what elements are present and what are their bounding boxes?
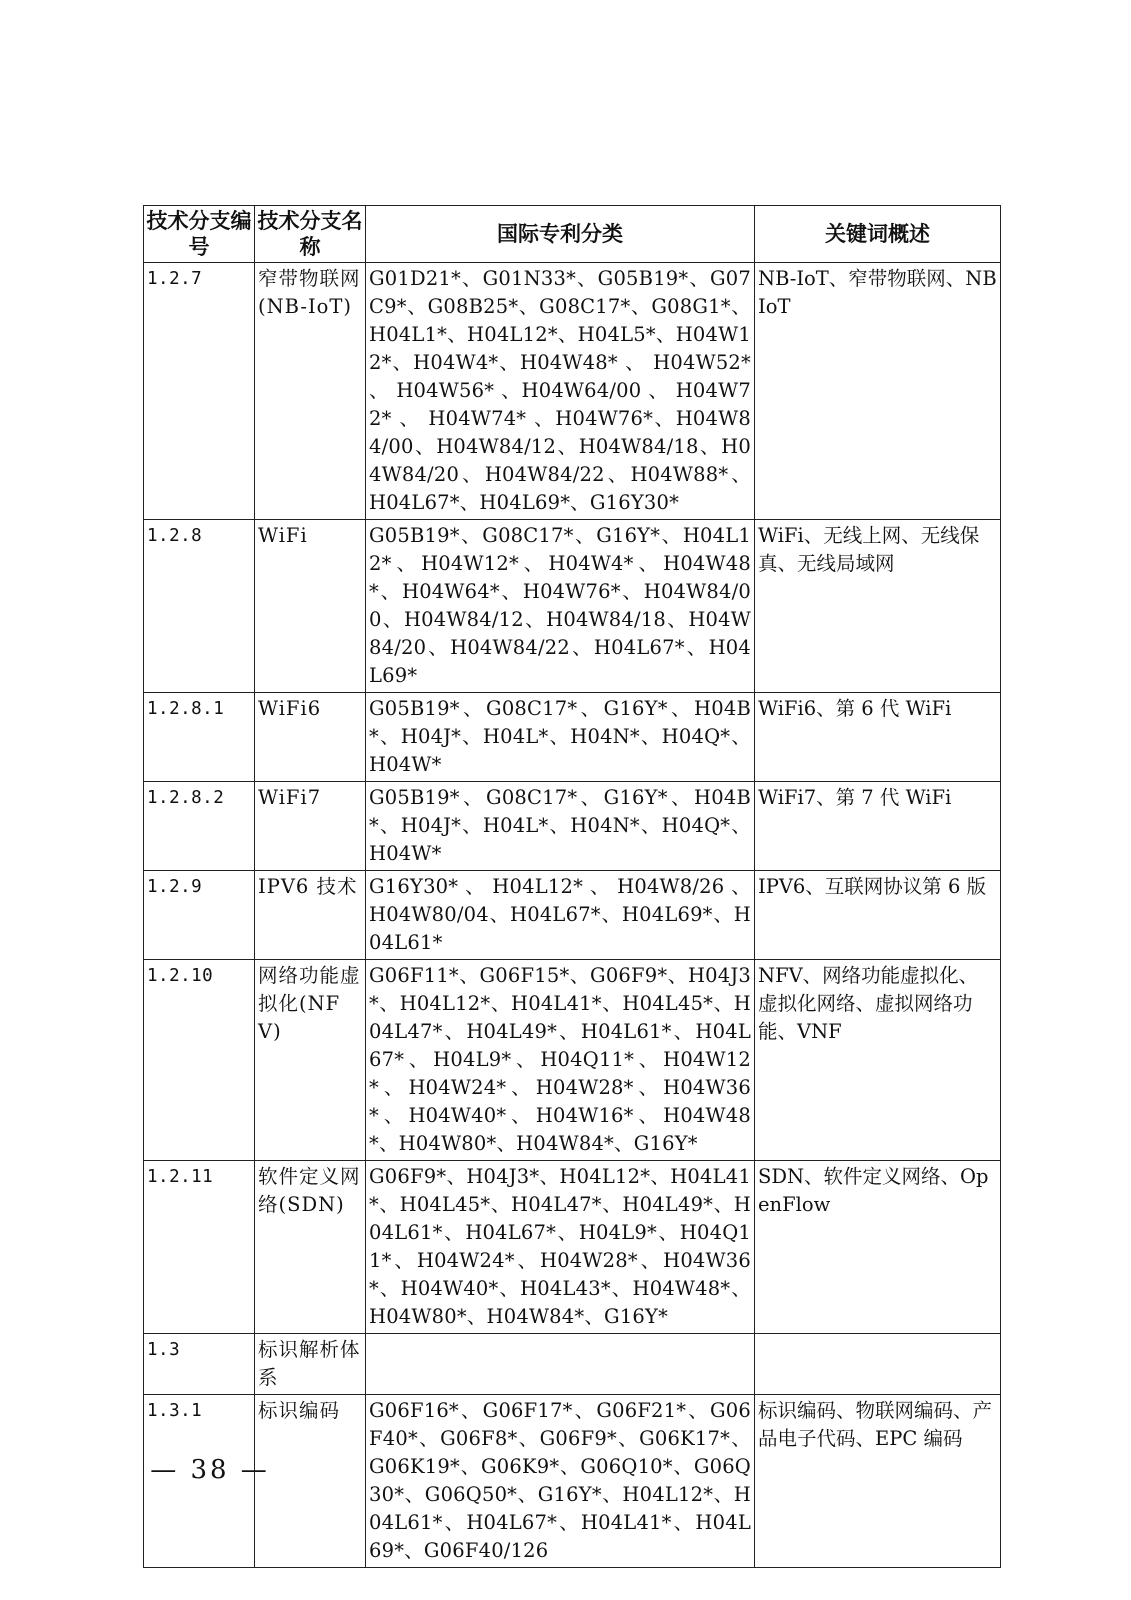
branch-code: 1.3.1 bbox=[144, 1395, 255, 1568]
branch-name: 软件定义网络(SDN) bbox=[255, 1161, 366, 1334]
table-row bbox=[144, 871, 1001, 960]
ipc-codes: G06F16*、G06F17*、G06F21*、G06F40*、G06F8*、G06F9*、G06K17*、G06K19*、G06K9*、G06Q10*、G06Q30*、G06Q50*、G16Y*、H04L12*、H04L61*、H04L67*、H04L41*、H04L69*、G06F40/126 bbox=[366, 1395, 755, 1568]
header-branch-name: 技术分支名称 bbox=[255, 206, 366, 263]
table-row bbox=[144, 782, 1001, 871]
ipc-codes: G05B19*、G08C17*、G16Y*、H04B*、H04J*、H04L*、H04N*、H04Q*、H04W* bbox=[366, 693, 755, 782]
ipc-codes: G05B19*、G08C17*、G16Y*、H04B*、H04J*、H04L*、H04N*、H04Q*、H04W* bbox=[366, 782, 755, 871]
keywords bbox=[755, 1334, 1001, 1395]
branch-code: 1.2.10 bbox=[144, 960, 255, 1161]
branch-code: 1.2.8.1 bbox=[144, 693, 255, 782]
keywords: WiFi6、第 6 代 WiFi bbox=[755, 693, 1001, 782]
branch-name: 标识解析体系 bbox=[255, 1334, 366, 1395]
branch-name: IPV6 技术 bbox=[255, 871, 366, 960]
ipc-codes: G16Y30* 、 H04L12* 、 H04W8/26 、H04W80/04、H04L67*、H04L69*、H04L61* bbox=[366, 871, 755, 960]
ipc-codes: G01D21*、G01N33*、G05B19*、G07C9*、G08B25*、G08C17*、G08G1*、H04L1*、H04L12*、H04L5*、H04W12*、H04W4*、H04W48* 、 H04W52* 、 H04W56* 、H04W64/00 、 H04W72* 、 H04W74* 、H04W76*、H04W84/00、H04W84/12、H04W84/18、H04W84/20、H04W84/22、H04W88*、H04L67*、H04L69*、G16Y30* bbox=[366, 263, 755, 520]
keywords: NFV、网络功能虚拟化、虚拟化网络、虚拟网络功能、VNF bbox=[755, 960, 1001, 1161]
branch-name: 窄带物联网(NB-IoT) bbox=[255, 263, 366, 520]
page-number bbox=[0, 1455, 420, 1485]
branch-code: 1.2.11 bbox=[144, 1161, 255, 1334]
keywords: NB-IoT、窄带物联网、NBIoT bbox=[755, 263, 1001, 520]
branch-code: 1.2.7 bbox=[144, 263, 255, 520]
table-row bbox=[144, 520, 1001, 693]
ipc-codes: G06F11*、G06F15*、G06F9*、H04J3*、H04L12*、H04L41*、H04L45*、H04L47*、H04L49*、H04L61*、H04L67*、H04L9*、H04Q11*、H04W12*、H04W24*、H04W28*、H04W36*、H04W40*、H04W16*、H04W48*、H04W80*、H04W84*、G16Y* bbox=[366, 960, 755, 1161]
keywords: 标识编码、物联网编码、产品电子代码、EPC 编码 bbox=[755, 1395, 1001, 1568]
ipc-codes: G06F9*、H04J3*、H04L12*、H04L41*、H04L45*、H04L47*、H04L49*、H04L61*、H04L67*、H04L9*、H04Q11*、H04W24*、H04W28*、H04W36*、H04W40*、H04L43*、H04W48*、H04W80*、H04W84*、G16Y* bbox=[366, 1161, 755, 1334]
header-branch-code: 技术分支编号 bbox=[144, 206, 255, 263]
keywords: WiFi7、第 7 代 WiFi bbox=[755, 782, 1001, 871]
header-keywords: 关键词概述 bbox=[755, 206, 1001, 263]
branch-code: 1.2.8.2 bbox=[144, 782, 255, 871]
ipc-codes bbox=[366, 1334, 755, 1395]
header-ipc: 国际专利分类 bbox=[366, 206, 755, 263]
ipc-codes: G05B19*、G08C17*、G16Y*、H04L12*、H04W12*、H04W4*、H04W48*、H04W64*、H04W76*、H04W84/00、H04W84/12、H04W84/18、H04W84/20、H04W84/22、H04L67*、H04L69* bbox=[366, 520, 755, 693]
branch-name: 网络功能虚拟化(NFV) bbox=[255, 960, 366, 1161]
patent-classification-table bbox=[143, 205, 1001, 1568]
table-row bbox=[144, 693, 1001, 782]
keywords: IPV6、互联网协议第 6 版 bbox=[755, 871, 1001, 960]
table-header-row bbox=[144, 206, 1001, 263]
branch-code: 1.2.8 bbox=[144, 520, 255, 693]
branch-name: WiFi6 bbox=[255, 693, 366, 782]
branch-code: 1.3 bbox=[144, 1334, 255, 1395]
patent-classification-table-container bbox=[143, 205, 1000, 1568]
branch-name: WiFi bbox=[255, 520, 366, 693]
keywords: WiFi、无线上网、无线保真、无线局域网 bbox=[755, 520, 1001, 693]
table-row bbox=[144, 1334, 1001, 1395]
branch-name: WiFi7 bbox=[255, 782, 366, 871]
branch-code: 1.2.9 bbox=[144, 871, 255, 960]
branch-name: 标识编码 bbox=[255, 1395, 366, 1568]
table-row bbox=[144, 960, 1001, 1161]
page-number-text: — 38 — bbox=[150, 1455, 270, 1485]
table-row bbox=[144, 1161, 1001, 1334]
table-row bbox=[144, 263, 1001, 520]
keywords: SDN、软件定义网络、OpenFlow bbox=[755, 1161, 1001, 1334]
